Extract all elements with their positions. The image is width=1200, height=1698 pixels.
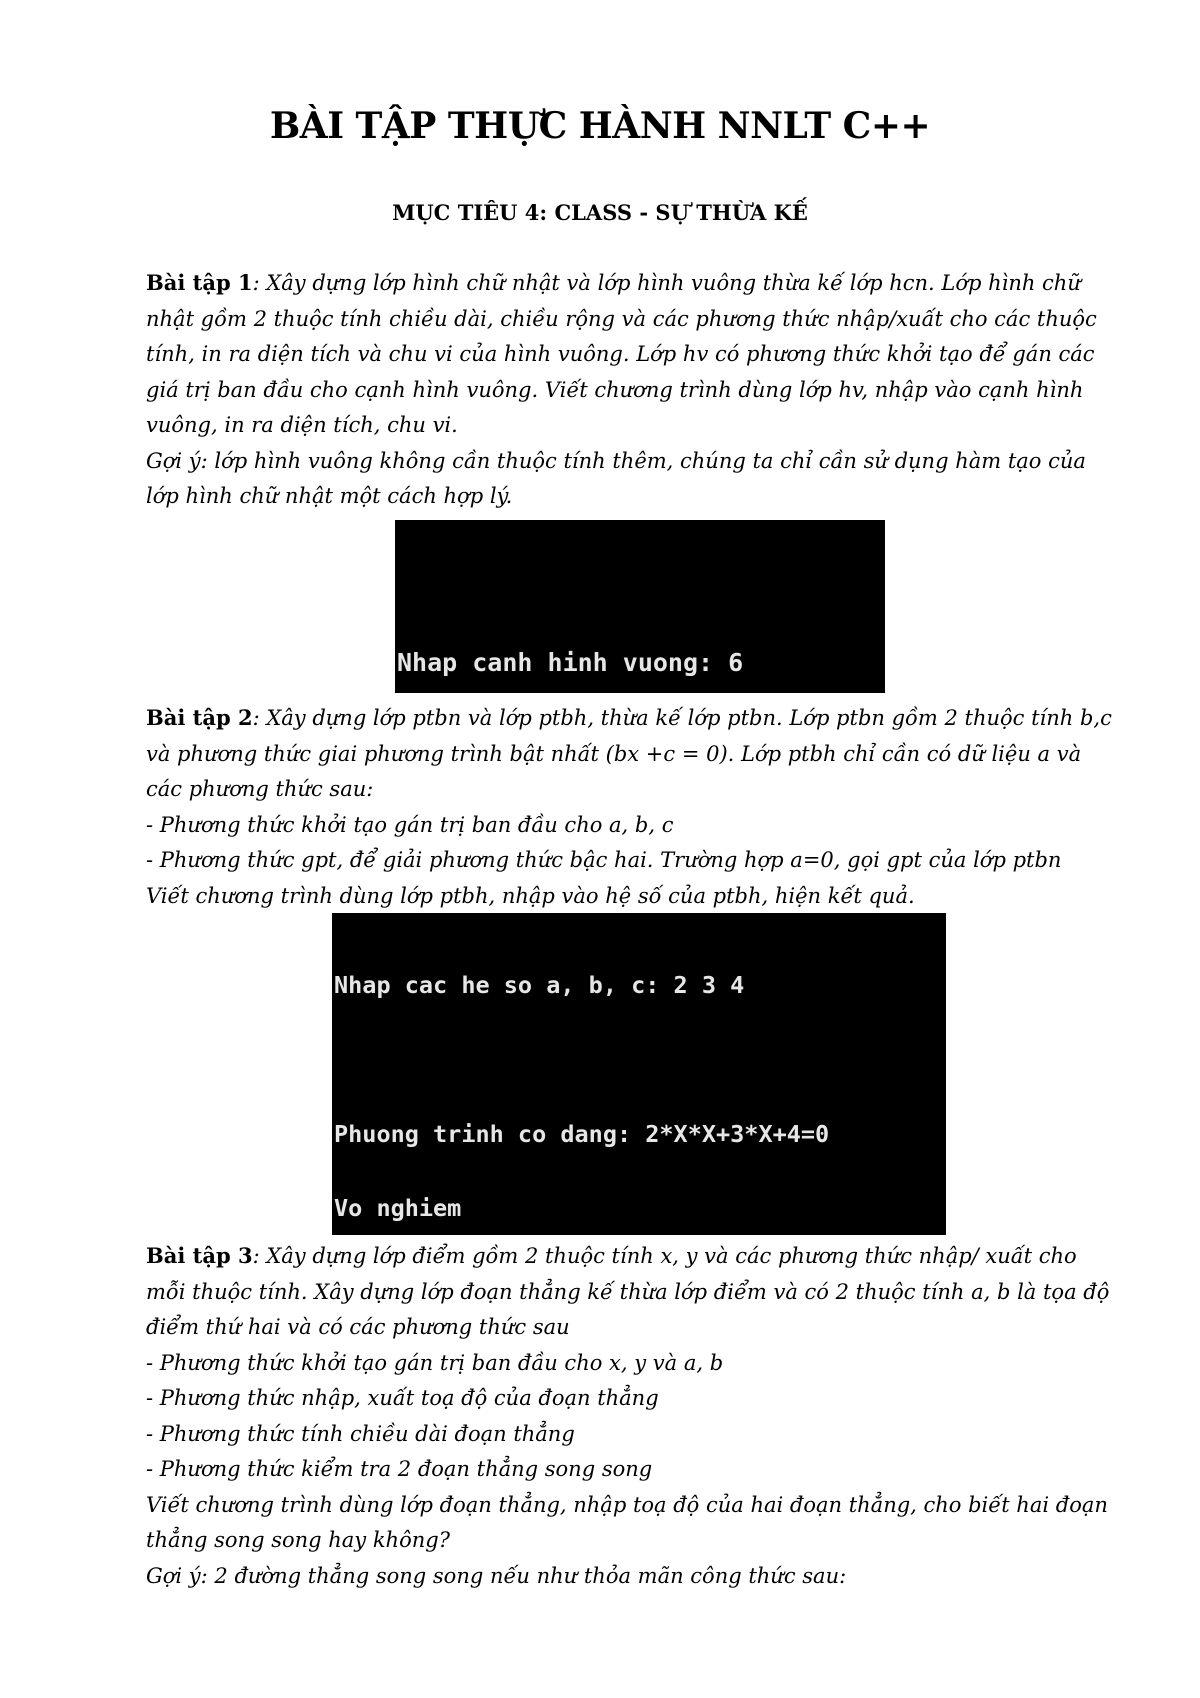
- console-output-1: [395, 520, 885, 693]
- console-line: Phuong trinh co dang: 2*X*X+3*X+4=0: [334, 1119, 830, 1148]
- exercise-1-text: : Xây dựng lớp hình chữ nhật và lớp hình vuông thừa kế lớp hcn. Lớp hình chữ nhật gồm 2 thuộc tính chiều dài, chiều rộng và các phương thức nhập/xuất cho các thuộc tính, in ra diện tích và chu vi của hình vuông. Lớp hv có phương thức khởi tạo để gán các giá trị ban đầu cho cạnh hình vuông. Viết chương trình dùng lớp hv, nhập vào cạnh hình vuông, in ra diện tích, chu vi.: [146, 271, 1097, 437]
- exercise-2-line: Viết chương trình dùng lớp ptbh, nhập vào hệ số của ptbh, hiện kết quả.: [146, 883, 915, 908]
- exercise-3-text: : Xây dựng lớp điểm gồm 2 thuộc tính x, y và các phương thức nhập/ xuất cho mỗi thuộc tính. Xây dựng lớp đoạn thẳng kế thừa lớp điểm và có 2 thuộc tính a, b là tọa độ điểm thứ hai và có các phương thức sau: [146, 1244, 1110, 1339]
- exercise-3-line: - Phương thức khởi tạo gán trị ban đầu cho x, y và a, b: [146, 1350, 724, 1375]
- console-line: Vo nghiem: [334, 1193, 462, 1222]
- exercise-3-label: Bài tập 3: [146, 1243, 253, 1268]
- exercise-2: [146, 700, 1120, 914]
- exercise-3: [146, 1238, 1120, 1594]
- exercise-3-statement: [146, 1238, 1120, 1346]
- console-line: Nhap cac he so a, b, c: 2 3 4: [334, 971, 745, 1000]
- page-title: BÀI TẬP THỰC HÀNH NNLT C++: [269, 105, 931, 147]
- exercise-3-line: - Phương thức kiểm tra 2 đoạn thẳng song song: [146, 1457, 653, 1481]
- console-line: [334, 1048, 946, 1073]
- page-subtitle: MỤC TIÊU 4: CLASS - SỰ THỪA KẾ: [392, 200, 808, 225]
- exercise-2-line: - Phương thức gpt, để giải phương thức bậc hai. Trường hợp a=0, gọi gpt của lớp ptbn: [146, 848, 1062, 872]
- console-line: Nhap canh hinh vuong: 6: [397, 648, 744, 677]
- exercise-2-line: - Phương thức khởi tạo gán trị ban đầu cho a, b, c: [146, 812, 674, 837]
- exercise-3-line: Gợi ý: 2 đường thẳng song song nếu như thỏa mãn công thức sau:: [146, 1563, 847, 1588]
- exercise-3-line: - Phương thức nhập, xuất toạ độ của đoạn thẳng: [146, 1386, 659, 1410]
- exercise-3-line: Viết chương trình dùng lớp đoạn thẳng, nhập toạ độ của hai đoạn thẳng, cho biết hai đoạn thẳng song song hay không?: [146, 1492, 1108, 1552]
- exercise-2-label: Bài tập 2: [146, 705, 253, 730]
- exercise-2-text: : Xây dựng lớp ptbn và lớp ptbh, thừa kế lớp ptbn. Lớp ptbn gồm 2 thuộc tính b,c và phương thức giai phương trình bật nhất (bx +c = 0). Lớp ptbh chỉ cần có dữ liệu a và các phương thức sau:: [146, 706, 1112, 801]
- exercise-2-statement: [146, 700, 1120, 808]
- exercise-3-line: - Phương thức tính chiều dài đoạn thẳng: [146, 1421, 575, 1446]
- exercise-1-statement: [146, 265, 1120, 444]
- exercise-1-hint: Gợi ý: lớp hình vuông không cần thuộc tính thêm, chúng ta chỉ cần sử dụng hàm tạo của lớp hình chữ nhật một cách hợp lý.: [146, 448, 1086, 508]
- console-output-2: [332, 913, 946, 1235]
- exercise-1: [146, 265, 1120, 515]
- exercise-1-label: Bài tập 1: [146, 270, 253, 295]
